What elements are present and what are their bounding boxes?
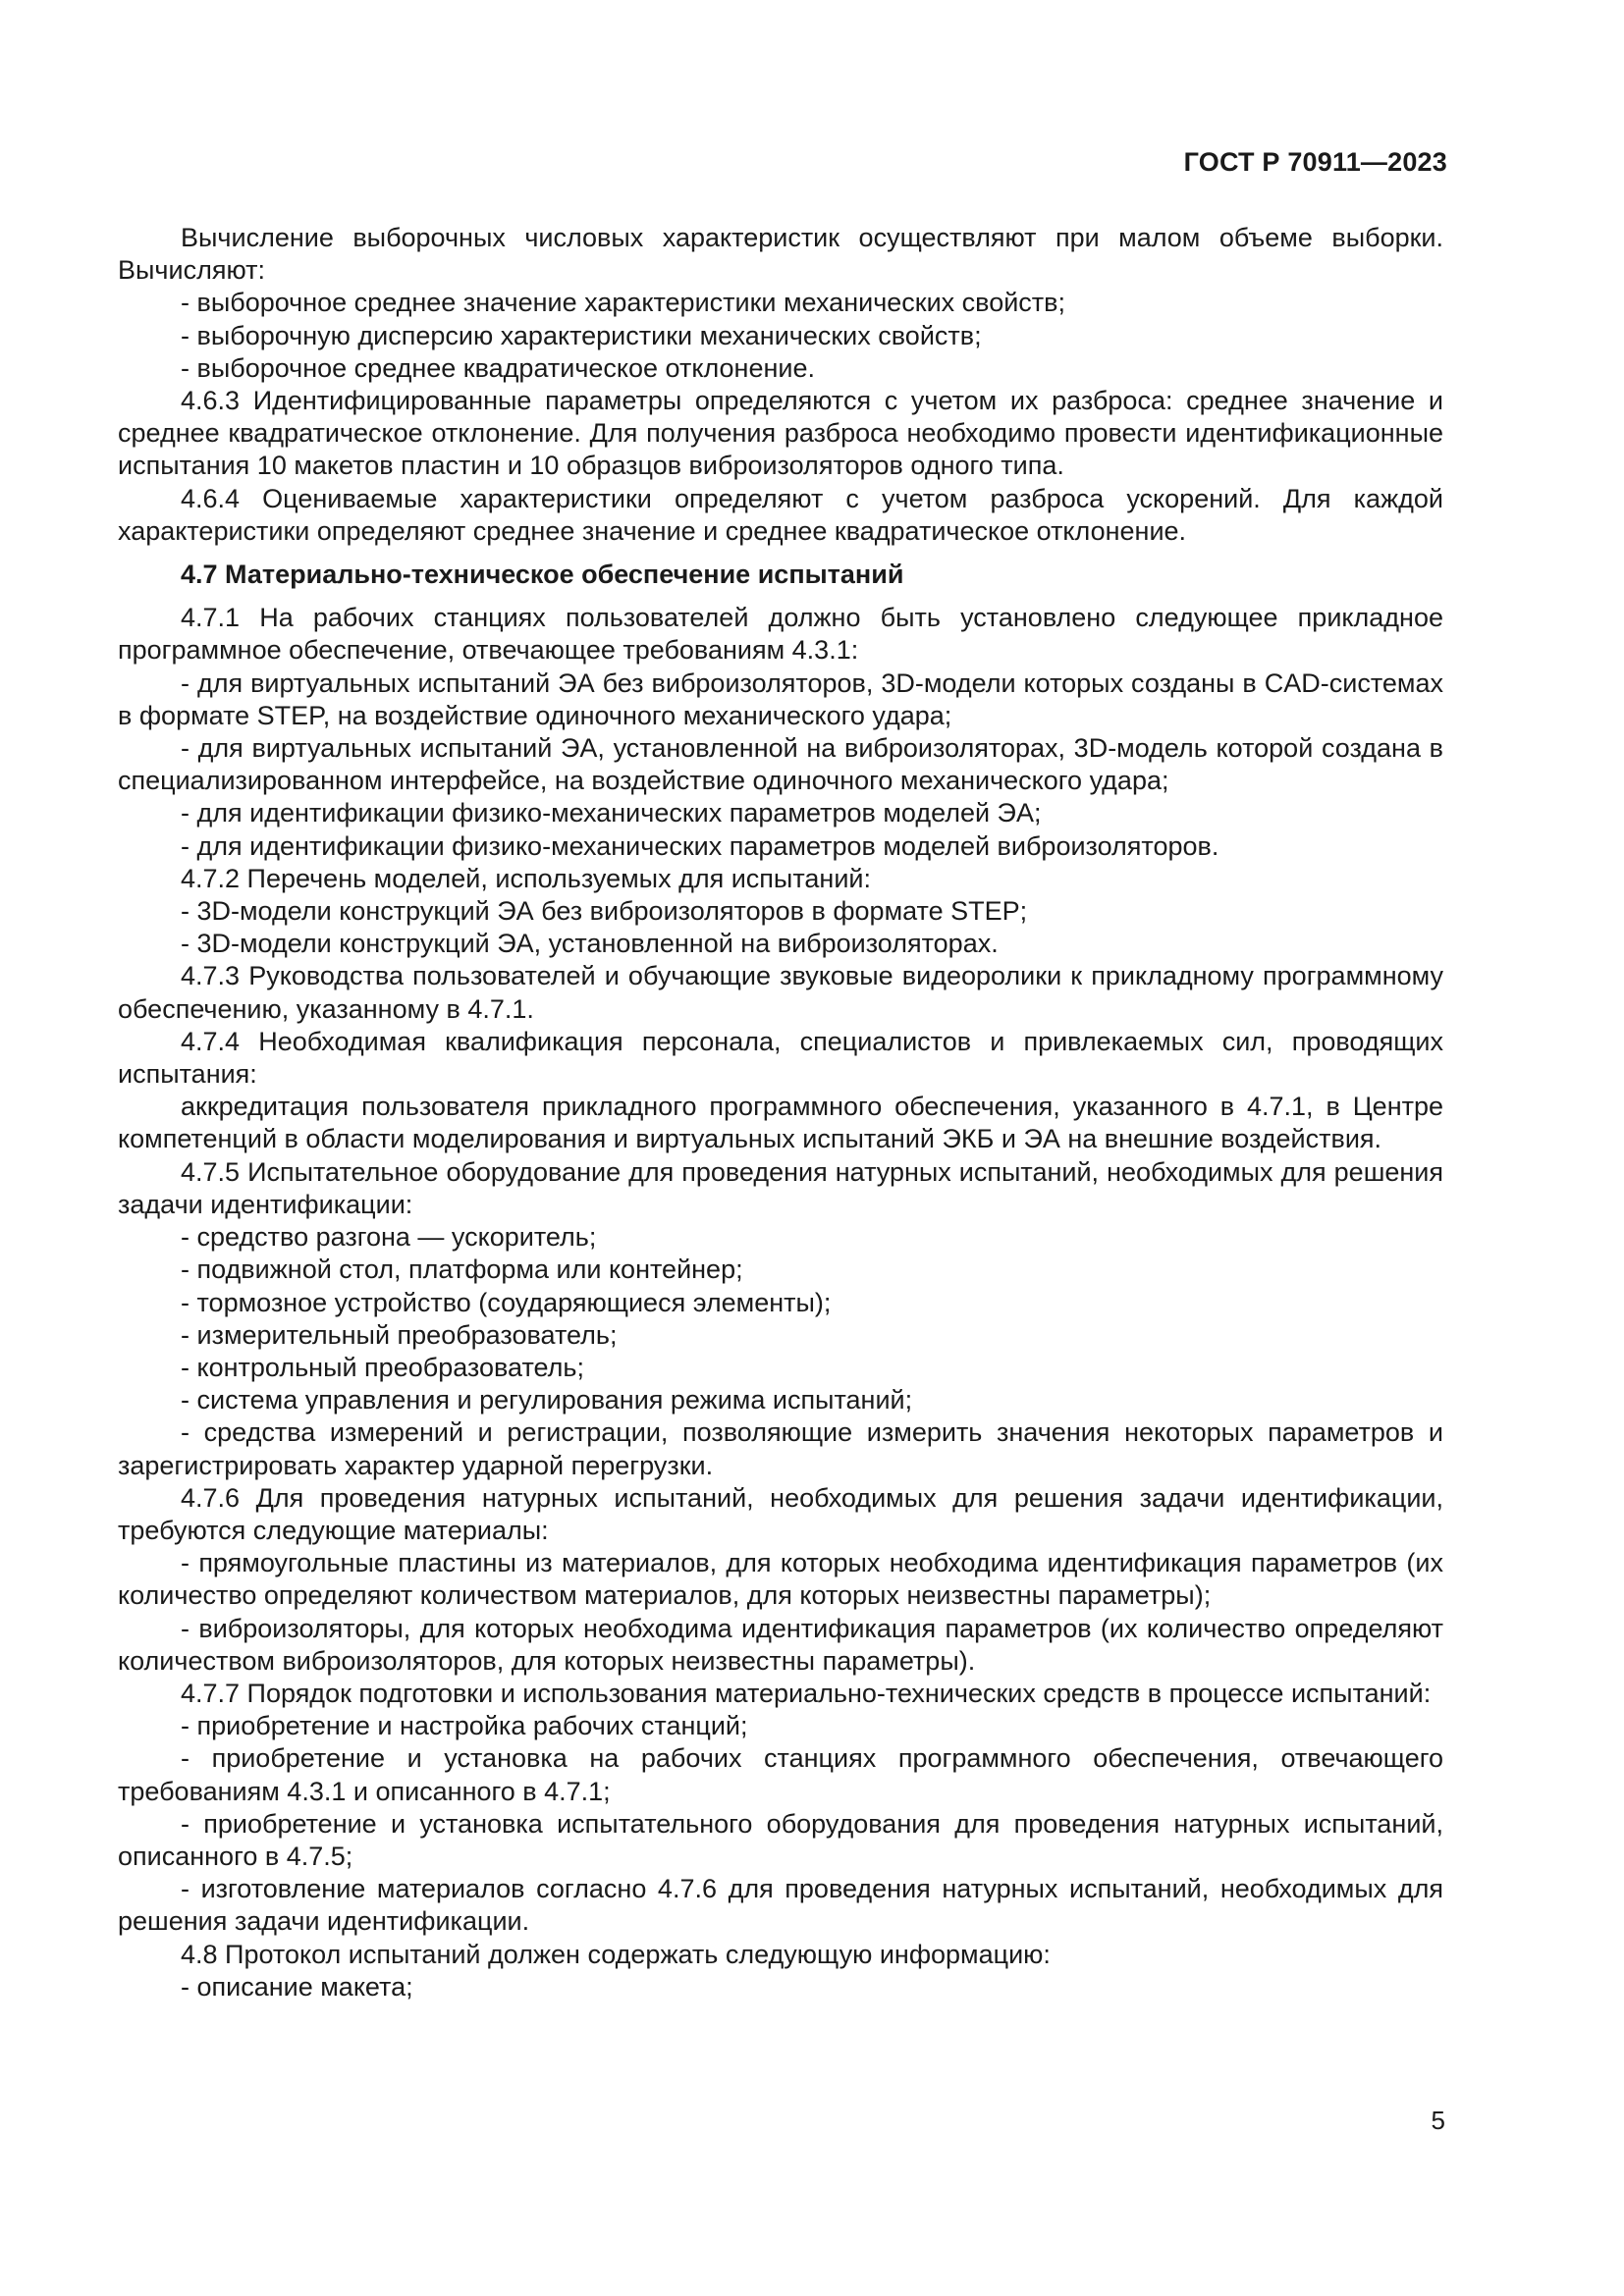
list-item: - для идентификации физико-механических параметров моделей ЭА; [181, 798, 1042, 828]
list-item: - виброизоляторы, для которых необходима идентификация параметров (их количество определяют количеством виброизоляторов, для которых неизвестны параметры). [118, 1613, 1443, 1676]
list-item: - прямоугольные пластины из материалов, для которых необходима идентификация параметров (их количество определяют количеством материалов, для которых неизвестны параметры); [118, 1548, 1443, 1611]
list-item: - выборочное среднее квадратическое отклонение. [181, 352, 815, 383]
list-item: - приобретение и установка на рабочих станциях программного обеспечения, отвечающего требованиям 4.3.1 и описанного в 4.7.1; [118, 1743, 1443, 1806]
paragraph: 4.8 Протокол испытаний должен содержать следующую информацию: [181, 1939, 1051, 1969]
list-item: - измерительный преобразователь; [181, 1319, 618, 1350]
list-item: - для идентификации физико-механических параметров моделей виброизоляторов. [181, 830, 1219, 861]
paragraph: Вычисление выборочных числовых характеристик осуществляют при малом объеме выборки. Вычисляют: [118, 223, 1443, 286]
list-item: - для виртуальных испытаний ЭА без виброизоляторов, 3D-модели которых созданы в CAD-системах в формате STEP, на воздействие одиночного механического удара; [118, 667, 1443, 730]
paragraph: 4.7.2 Перечень моделей, используемых для испытаний: [181, 863, 871, 893]
document-body [118, 222, 1443, 2003]
list-item: - выборочное среднее значение характеристики механических свойств; [181, 288, 1066, 318]
list-item: - описание макета; [181, 1971, 413, 2002]
list-item: - 3D-модели конструкций ЭА, установленной на виброизоляторах. [181, 929, 999, 959]
list-item: - подвижной стол, платформа или контейнер; [181, 1255, 743, 1285]
list-item: - приобретение и установка испытательного оборудования для проведения натурных испытаний, описанного в 4.7.5; [118, 1808, 1443, 1871]
paragraph: 4.7.6 Для проведения натурных испытаний, необходимых для решения задачи идентификации, требуются следующие материалы: [118, 1482, 1443, 1545]
paragraph: 4.7.1 На рабочих станциях пользователей должно быть установлено следующее прикладное программное обеспечение, отвечающее требованиям 4.3.1: [118, 603, 1443, 666]
paragraph: аккредитация пользователя прикладного программного обеспечения, указанного в 4.7.1, в Центре компетенций в области моделирования и виртуальных испытаний ЭКБ и ЭА на внешние воздействия. [118, 1092, 1443, 1154]
page-number: 5 [1431, 2106, 1445, 2135]
section-heading: 4.7 Материально-техническое обеспечение испытаний [181, 560, 904, 590]
list-item: - приобретение и настройка рабочих станций; [181, 1711, 748, 1741]
paragraph: 4.7.5 Испытательное оборудование для проведения натурных испытаний, необходимых для решения задачи идентификации: [118, 1156, 1443, 1219]
list-item: - контрольный преобразователь; [181, 1352, 584, 1382]
list-item: - изготовление материалов согласно 4.7.6 для проведения натурных испытаний, необходимых для решения задачи идентификации. [118, 1874, 1443, 1937]
list-item: - средство разгона — ускоритель; [181, 1222, 597, 1253]
list-item: - тормозное устройство (соударяющиеся элементы); [181, 1287, 832, 1317]
paragraph: 4.7.3 Руководства пользователей и обучающие звуковые видеоролики к прикладному программному обеспечению, указанному в 4.7.1. [118, 961, 1443, 1024]
paragraph: 4.7.7 Порядок подготовки и использования материально-технических средств в процессе испытаний: [181, 1678, 1432, 1708]
paragraph: 4.7.4 Необходимая квалификация персонала, специалистов и привлекаемых сил, проводящих испытания: [118, 1026, 1443, 1090]
paragraph: 4.6.3 Идентифицированные параметры определяются с учетом их разброса: среднее значение и среднее квадратическое отклонение. Для получения разброса необходимо провести идентификационные испытания 10 макетов пластин и 10 образцов виброизоляторов одного типа. [118, 386, 1443, 481]
list-item: - для виртуальных испытаний ЭА, установленной на виброизоляторах, 3D-модель которой создана в специализированном интерфейсе, на воздействие одиночного механического удара; [118, 733, 1443, 796]
paragraph: 4.6.4 Оцениваемые характеристики определяют с учетом разброса ускорений. Для каждой характеристики определяют среднее значение и среднее квадратическое отклонение. [118, 483, 1443, 546]
list-item: - выборочную дисперсию характеристики механических свойств; [181, 320, 982, 350]
list-item: - система управления и регулирования режима испытаний; [181, 1385, 913, 1415]
list-item: - средства измерений и регистрации, позволяющие измерить значения некоторых параметров и зарегистрировать характер ударной перегрузки. [118, 1417, 1443, 1480]
list-item: - 3D-модели конструкций ЭА без виброизоляторов в формате STEP; [181, 896, 1028, 927]
standard-code-header: ГОСТ Р 70911—2023 [1183, 147, 1447, 177]
